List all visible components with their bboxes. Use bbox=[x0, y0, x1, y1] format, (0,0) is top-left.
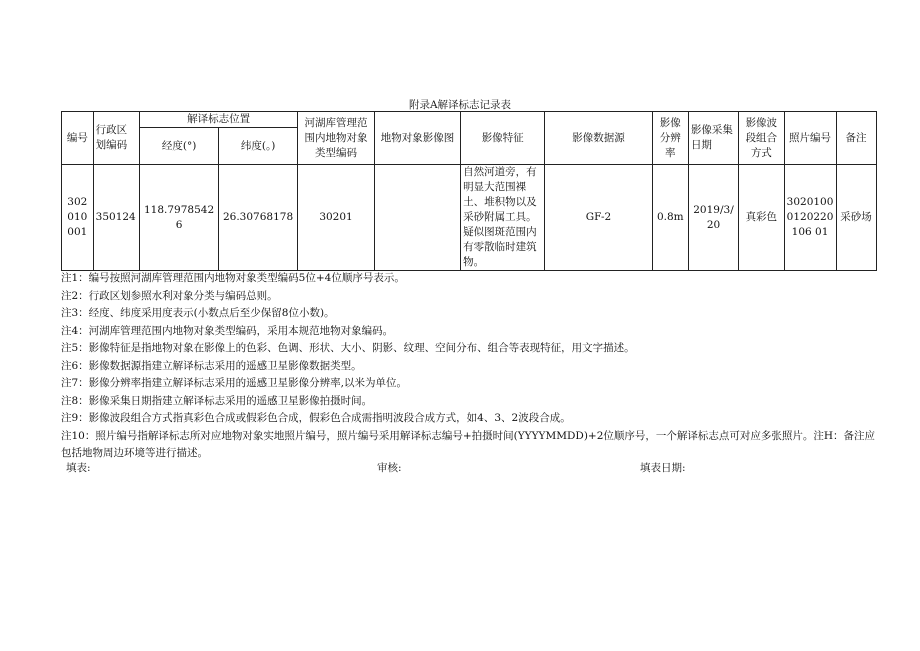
header-object-type-code: 河湖库管理范围内地物对象类型编码 bbox=[298, 112, 375, 165]
header-id: 编号 bbox=[62, 112, 94, 165]
header-data-source: 影像数据源 bbox=[545, 112, 652, 165]
note-5: 注5：影像特征是指地物对象在影像上的色彩、色调、形状、大小、阴影、纹理、空间分布、组合等表现特征，用文字描述。 bbox=[61, 342, 635, 354]
reviewer-label: 审核: bbox=[377, 462, 402, 474]
header-resolution: 影像分辨率 bbox=[652, 112, 688, 165]
table-title: 附录A解译标志记录表 bbox=[408, 99, 512, 111]
note-4: 注4：河湖库管理范围内地物对象类型编码，采用本规范地物对象编码。 bbox=[61, 324, 394, 337]
table-row bbox=[62, 165, 920, 271]
notes-section bbox=[61, 270, 881, 463]
note-9: 注9：影像波段组合方式指真彩色合成或假彩色合成，假彩色合成需指明波段合成方式，如4、3、2波段合成。 bbox=[61, 412, 571, 424]
interpretation-record-table bbox=[61, 111, 920, 271]
header-image-feature: 影像特征 bbox=[461, 112, 545, 165]
note-8: 注8：影像采集日期指建立解译标志采用的遥感卫星影像拍摄时间。 bbox=[61, 394, 373, 407]
header-longitude: 经度(°) bbox=[140, 128, 219, 165]
cell-object-image bbox=[374, 165, 460, 271]
header-band-combination: 影像波段组合方式 bbox=[739, 112, 785, 165]
note-3: 注3：经度、纬度采用度表示(小数点后至少保留8位小数)。 bbox=[61, 307, 335, 319]
header-remark: 备注 bbox=[836, 112, 876, 165]
cell-photo-number: 30201000120220106 01 bbox=[784, 165, 836, 271]
cell-latitude: 26.30768178 bbox=[219, 165, 298, 271]
fill-date-label: 填表日期: bbox=[640, 462, 686, 474]
note-10: 注10：照片编号指解译标志所对应地物对象实地照片编号，照片编号采用解译标志编号+拍摄时间(YYYYMMDD)+2位顺序号，一个解译标志点可对应多张照片。注H：备注应包括地物周边环境等进行描述。 bbox=[61, 429, 876, 459]
note-1: 注1：编号按照河湖库管理范围内地物对象类型编码5位+4位顺序号表示。 bbox=[61, 272, 405, 284]
note-7: 注7：影像分辨率指建立解译标志采用的遥感卫星影像分辨率,以米为单位。 bbox=[61, 377, 408, 389]
header-position: 解译标志位置 bbox=[140, 112, 298, 128]
header-latitude: 纬度(。) bbox=[219, 128, 298, 165]
cell-capture-date: 2019/3/20 bbox=[688, 165, 738, 271]
cell-longitude: 118.79785426 bbox=[140, 165, 219, 271]
cell-image-feature: 自然河道旁，有明显大范围裸土、堆积物以及采砂附属工具。疑似图斑范围内有零散临时建筑物。 bbox=[461, 165, 545, 271]
note-6: 注6：影像数据源指建立解译标志采用的遥感卫星影像数据类型。 bbox=[61, 359, 362, 372]
note-2: 注2：行政区划参照水利对象分类与编码总则。 bbox=[61, 289, 278, 302]
cell-data-source: GF-2 bbox=[545, 165, 652, 271]
header-object-image: 地物对象影像图 bbox=[374, 112, 460, 165]
header-admin-code: 行政区划编码 bbox=[93, 112, 139, 165]
cell-object-type-code: 30201 bbox=[298, 165, 375, 271]
cell-admin-code: 350124 bbox=[93, 165, 139, 271]
cell-id: 302010001 bbox=[62, 165, 94, 271]
cell-remark: 采砂场 bbox=[836, 165, 876, 271]
cell-resolution: 0.8m bbox=[652, 165, 688, 271]
filler-label: 填表: bbox=[66, 462, 91, 474]
cell-band-combination: 真彩色 bbox=[739, 165, 785, 271]
header-photo-number: 照片编号 bbox=[784, 112, 836, 165]
header-capture-date: 影像采集日期 bbox=[688, 112, 738, 165]
